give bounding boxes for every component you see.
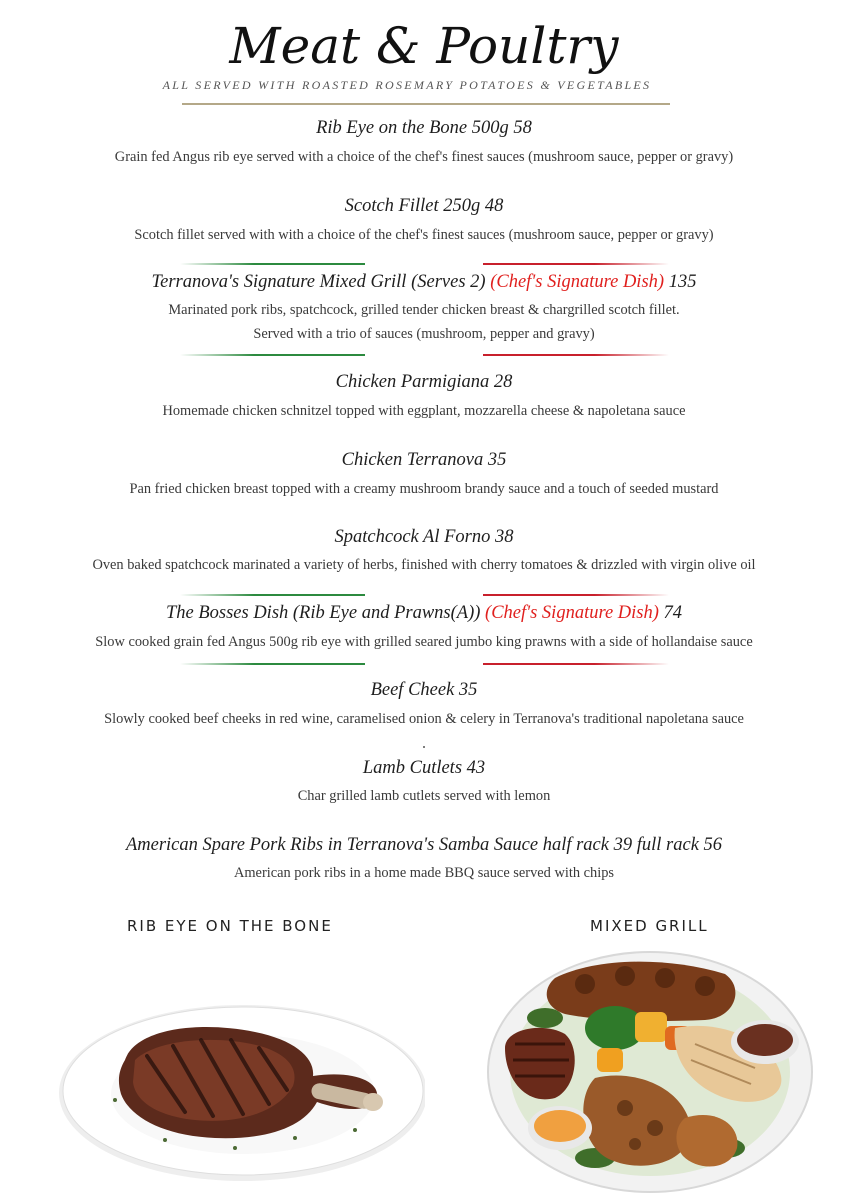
chef-signature-label: (Chef's Signature Dish) bbox=[490, 272, 665, 292]
photo-caption-mixed-grill: MIXED GRILL bbox=[590, 917, 709, 935]
page-subtitle: ALL SERVED WITH ROASTED ROSEMARY POTATOES & VEGETABLES bbox=[162, 78, 652, 92]
menu-item-price: 135 bbox=[668, 272, 697, 292]
mixed-grill-platter-photo bbox=[485, 948, 815, 1198]
steak-plate-photo bbox=[55, 990, 425, 1190]
menu-item-name: Rib Eye on the Bone 500g 58 bbox=[316, 118, 532, 138]
page-title: Meat & Poultry bbox=[229, 17, 619, 75]
menu-item-name: Scotch Fillet 250g 48 bbox=[344, 196, 504, 216]
menu-item-description: Grain fed Angus rib eye served with a choice of the chef's finest sauces (mushroom sauce, pepper or gravy) bbox=[114, 149, 734, 165]
green-divider bbox=[180, 594, 365, 596]
menu-item-description: Pan fried chicken breast topped with a creamy mushroom brandy sauce and a touch of seeded mustard bbox=[129, 481, 719, 497]
title-divider bbox=[182, 103, 670, 105]
menu-item-name bbox=[0, 272, 848, 293]
menu-item-name: Chicken Terranova 35 bbox=[341, 450, 507, 470]
menu-item-name: Spatchcock Al Forno 38 bbox=[334, 527, 514, 547]
menu-item-description: Slowly cooked beef cheeks in red wine, caramelised onion & celery in Terranova's traditional napoletana sauce bbox=[104, 711, 744, 727]
red-divider bbox=[483, 594, 669, 596]
menu-item-name bbox=[0, 603, 848, 624]
menu-item-description: Homemade chicken schnitzel topped with eggplant, mozzarella cheese & napoletana sauce bbox=[162, 403, 686, 419]
menu-item-description: Marinated pork ribs, spatchcock, grilled tender chicken breast & chargrilled scotch fillet. bbox=[168, 302, 680, 318]
red-divider bbox=[483, 354, 669, 356]
menu-item-description: Slow cooked grain fed Angus 500g rib eye with grilled seared jumbo king prawns with a side of hollandaise sauce bbox=[95, 634, 753, 650]
menu-item-price: 74 bbox=[663, 603, 683, 623]
menu-item-description: Scotch fillet served with with a choice of the chef's finest sauces (mushroom sauce, pepper or gravy) bbox=[134, 227, 714, 243]
menu-item-description-line-2: Served with a trio of sauces (mushroom, pepper and gravy) bbox=[253, 326, 595, 342]
green-divider bbox=[180, 263, 365, 265]
menu-item-title: The Bosses Dish (Rib Eye and Prawns(A)) bbox=[165, 603, 481, 623]
red-divider bbox=[483, 663, 669, 665]
stray-dot bbox=[423, 746, 425, 748]
green-divider bbox=[180, 354, 365, 356]
menu-item-description: American pork ribs in a home made BBQ sauce served with chips bbox=[233, 865, 615, 881]
menu-item-description: Char grilled lamb cutlets served with lemon bbox=[297, 788, 551, 804]
green-divider bbox=[180, 663, 365, 665]
red-divider bbox=[483, 263, 669, 265]
photo-caption-rib-eye: RIB EYE ON THE BONE bbox=[127, 917, 333, 935]
menu-item-name: American Spare Pork Ribs in Terranova's Samba Sauce half rack 39 full rack 56 bbox=[125, 835, 723, 855]
chef-signature-label: (Chef's Signature Dish) bbox=[485, 603, 659, 623]
menu-item-name: Beef Cheek 35 bbox=[370, 680, 478, 700]
menu-item-description: Oven baked spatchcock marinated a variety of herbs, finished with cherry tomatoes & drizzled with virgin olive oil bbox=[92, 557, 756, 573]
menu-item-name: Chicken Parmigiana 28 bbox=[335, 372, 513, 392]
menu-item-name: Lamb Cutlets 43 bbox=[362, 758, 486, 778]
menu-item-title: Terranova's Signature Mixed Grill (Serves 2) bbox=[151, 272, 486, 292]
